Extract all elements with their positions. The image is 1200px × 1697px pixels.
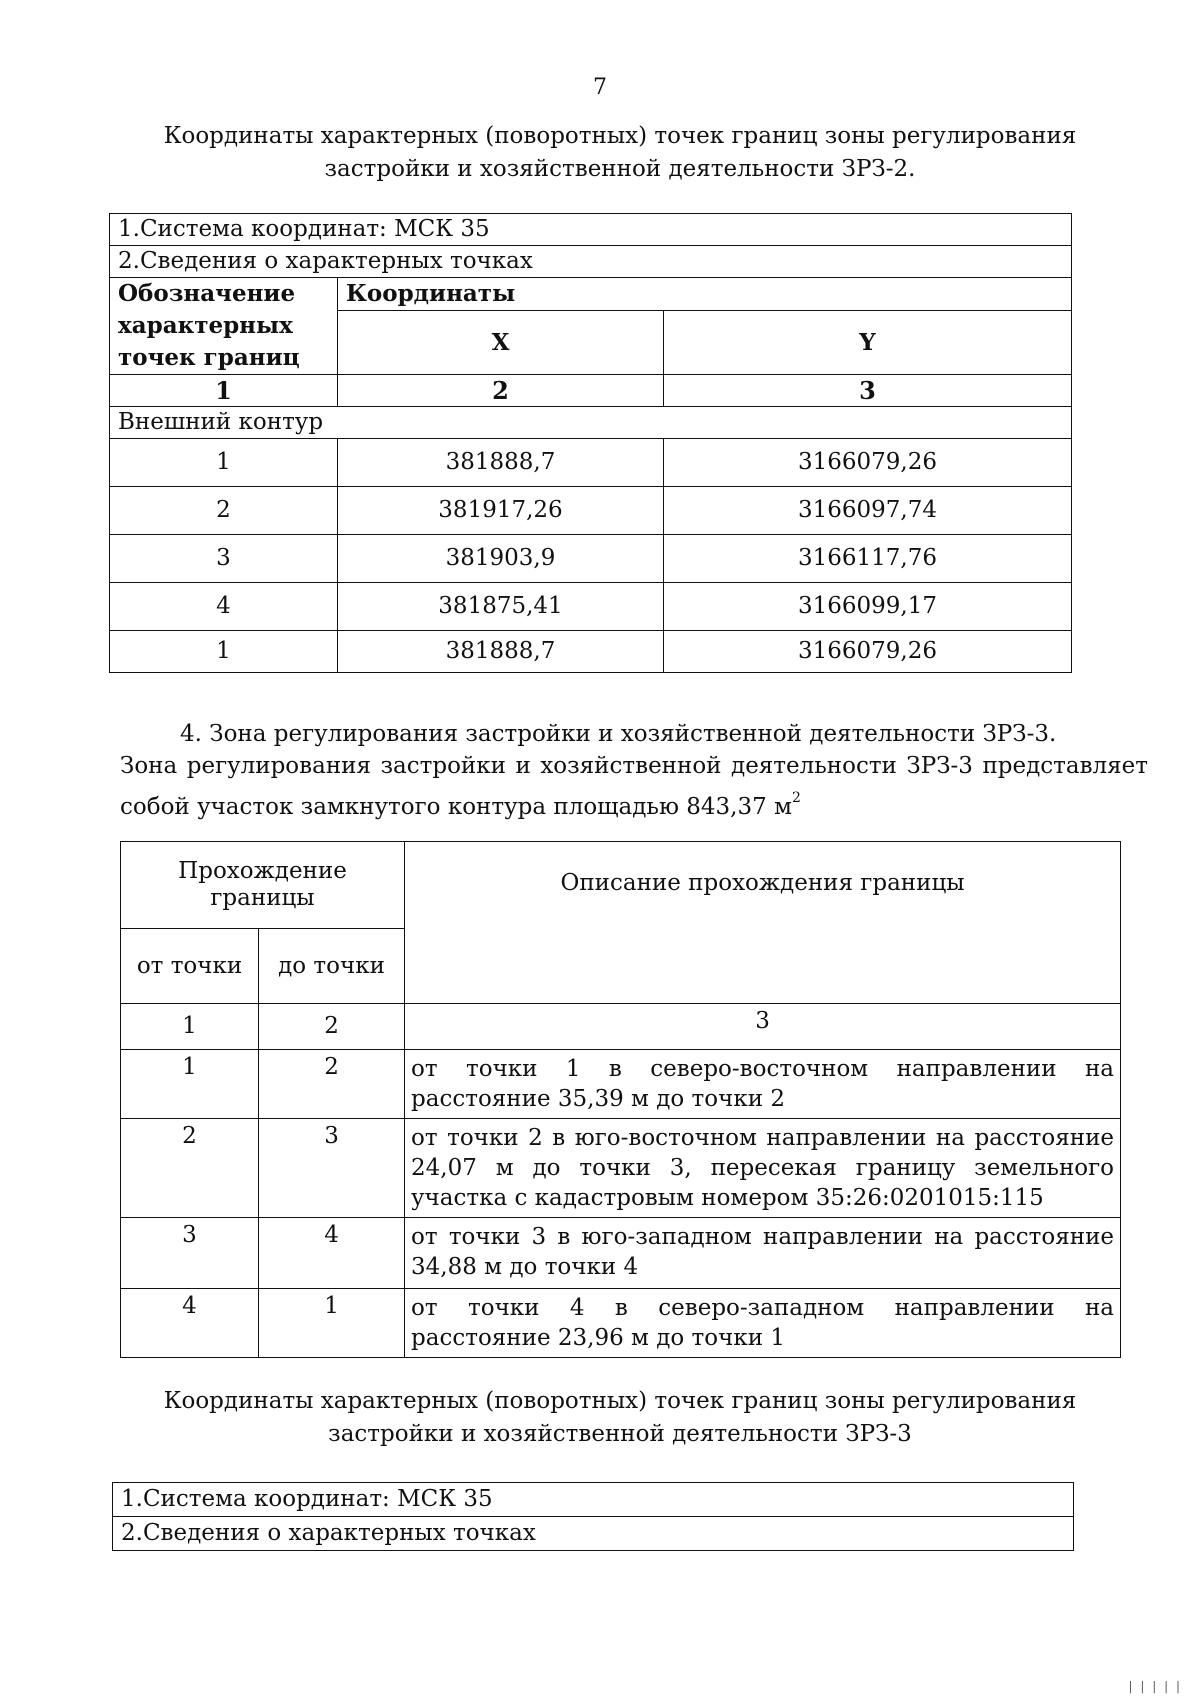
table-number-row xyxy=(110,375,1072,407)
coordinate-system-cell: 1.Система координат: МСК 35 xyxy=(110,214,1072,246)
table-number-row xyxy=(121,1004,1121,1050)
from-point-header: от точки xyxy=(121,929,259,1004)
x-cell: 381888,7 xyxy=(338,439,664,487)
points-info-cell: 2.Сведения о характерных точках xyxy=(113,1517,1074,1551)
column-number: 1 xyxy=(110,375,338,407)
table-row xyxy=(113,1483,1074,1517)
to-cell: 4 xyxy=(259,1218,405,1289)
description-cell: от точки 1 в северо-восточном направлении на расстояние 35,39 м до точки 2 xyxy=(405,1050,1121,1119)
table-row xyxy=(110,439,1072,487)
table-header-row xyxy=(121,842,1121,929)
scan-artifact: | | | | | xyxy=(1128,1679,1182,1693)
description-cell: от точки 4 в северо-западном направлении на расстояние 23,96 м до точки 1 xyxy=(405,1289,1121,1358)
section-4-title: 4. Зона регулирования застройки и хозяйственной деятельности ЗРЗ-3. xyxy=(180,721,1057,747)
column-number: 2 xyxy=(259,1004,405,1050)
to-cell: 3 xyxy=(259,1119,405,1218)
point-cell: 4 xyxy=(110,583,338,631)
page-number: 7 xyxy=(593,75,607,100)
from-cell: 4 xyxy=(121,1289,259,1358)
from-cell: 1 xyxy=(121,1050,259,1119)
heading-zrz3-line1: Координаты характерных (поворотных) точек границ зоны регулирования xyxy=(163,1388,1077,1414)
y-cell: 3166099,17 xyxy=(664,583,1072,631)
table-row xyxy=(110,246,1072,278)
heading-zrz3 xyxy=(160,1385,1080,1451)
column-number: 3 xyxy=(405,1004,1121,1050)
x-cell: 381888,7 xyxy=(338,631,664,673)
description-cell: от точки 3 в юго-западном направлении на расстояние 34,88 м до точки 4 xyxy=(405,1218,1121,1289)
heading-zrz2 xyxy=(160,120,1080,186)
from-cell: 3 xyxy=(121,1218,259,1289)
y-cell: 3166079,26 xyxy=(664,439,1072,487)
points-info-cell: 2.Сведения о характерных точках xyxy=(110,246,1072,278)
table-row xyxy=(110,583,1072,631)
table-row xyxy=(113,1517,1074,1551)
from-cell: 2 xyxy=(121,1119,259,1218)
table-row xyxy=(110,407,1072,439)
x-header: X xyxy=(338,310,664,374)
table-row xyxy=(110,631,1072,673)
point-cell: 2 xyxy=(110,487,338,535)
point-cell: 1 xyxy=(110,631,338,673)
table-row xyxy=(110,214,1072,246)
to-cell: 2 xyxy=(259,1050,405,1119)
passage-header: Прохождение границы xyxy=(121,842,405,929)
to-cell: 1 xyxy=(259,1289,405,1358)
outer-contour-label: Внешний контур xyxy=(110,407,1072,439)
point-cell: 3 xyxy=(110,535,338,583)
table-header-row xyxy=(110,278,1072,311)
description-cell: от точки 2 в юго-восточном направлении на расстояние 24,07 м до точки 3, пересекая границу земельного участка с кадастровым номером 35:26:0201015:115 xyxy=(405,1119,1121,1218)
table-row xyxy=(121,1218,1121,1289)
area-unit-superscript: 2 xyxy=(791,790,801,806)
coordinate-system-cell: 1.Система координат: МСК 35 xyxy=(113,1483,1074,1517)
y-cell: 3166079,26 xyxy=(664,631,1072,673)
table-row xyxy=(110,487,1072,535)
column-number: 2 xyxy=(338,375,664,407)
designation-header: Обозначение характерных точек границ xyxy=(110,278,338,375)
heading-zrz3-line2: застройки и хозяйственной деятельности ЗРЗ-3 xyxy=(328,1421,912,1447)
column-number: 1 xyxy=(121,1004,259,1050)
table-row xyxy=(110,535,1072,583)
y-cell: 3166097,74 xyxy=(664,487,1072,535)
heading-zrz2-line2: застройки и хозяйственной деятельности ЗРЗ-2. xyxy=(324,156,916,182)
x-cell: 381903,9 xyxy=(338,535,664,583)
x-cell: 381917,26 xyxy=(338,487,664,535)
to-point-header: до точки xyxy=(259,929,405,1004)
coordinates-table-zrz2 xyxy=(109,213,1072,673)
y-cell: 3166117,76 xyxy=(664,535,1072,583)
y-header: Y xyxy=(664,310,1072,374)
coordinates-header: Координаты xyxy=(338,278,1072,311)
boundary-description-table xyxy=(120,841,1121,1358)
table-row xyxy=(121,1050,1121,1119)
description-header: Описание прохождения границы xyxy=(405,842,1121,1004)
coordinates-table-zrz3 xyxy=(112,1482,1074,1551)
table-row xyxy=(121,1119,1121,1218)
x-cell: 381875,41 xyxy=(338,583,664,631)
table-row xyxy=(121,1289,1121,1358)
column-number: 3 xyxy=(664,375,1072,407)
section-4-text xyxy=(120,750,1148,823)
point-cell: 1 xyxy=(110,439,338,487)
section-4-body: Зона регулирования застройки и хозяйственной деятельности ЗРЗ-3 представляет собой участок замкнутого контура площадью 843,37 м xyxy=(120,753,1148,820)
heading-zrz2-line1: Координаты характерных (поворотных) точек границ зоны регулирования xyxy=(163,123,1077,149)
